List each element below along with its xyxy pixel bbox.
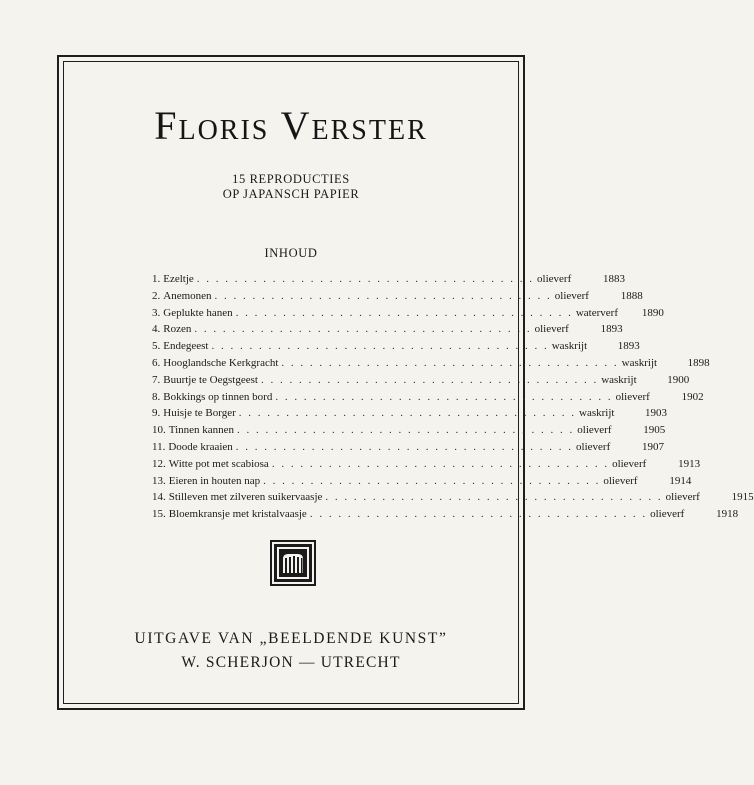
contents-title: Stilleven met zilveren suikervaasje: [168, 491, 323, 504]
contents-year: 1905: [643, 424, 666, 437]
contents-title: Geplukte hanen: [163, 306, 233, 319]
contents-row: [152, 306, 664, 324]
dot-leader: . . . . . . . . . . . . . . . . . . . . . . . . . . . . . . . . . . . .: [237, 424, 575, 437]
contents-row: [152, 474, 692, 492]
contents-title: Buurtje te Oegstgeest: [163, 373, 258, 386]
contents-number: 1.: [152, 273, 161, 285]
contents-row: [152, 373, 690, 391]
dot-leader: . . . . . . . . . . . . . . . . . . . . . . . . . . . . . . . . . . . .: [281, 356, 619, 369]
contents-row: [152, 457, 701, 475]
contents-medium: olieverf: [650, 508, 685, 521]
dot-leader: . . . . . . . . . . . . . . . . . . . . . . . . . . . . . . . . . . . .: [309, 508, 648, 521]
contents-row: [152, 340, 640, 357]
contents-row: [152, 323, 623, 340]
contents-medium: waskrijt: [601, 373, 637, 386]
contents-number: 14.: [152, 491, 166, 504]
contents-medium: olieverf: [615, 390, 650, 403]
contents-medium: olieverf: [665, 491, 700, 504]
contents-row: [152, 273, 626, 290]
dot-leader: . . . . . . . . . . . . . . . . . . . . . . . . . . . . . . . . . . . .: [271, 457, 610, 470]
contents-title: Hooglandsche Kerkgracht: [163, 356, 279, 369]
dot-leader: . . . . . . . . . . . . . . . . . . . . . . . . . . . . . . . . . . . .: [260, 373, 599, 386]
contents-number: 7.: [152, 373, 161, 386]
contents-row: [152, 491, 754, 508]
contents-medium: olieverf: [534, 323, 569, 336]
publisher-line-1: UITGAVE VAN „BEELDENDE KUNST”: [134, 630, 448, 647]
contents-title: Endegeest: [163, 340, 209, 353]
contents-title: Anemonen: [163, 289, 212, 302]
contents-number: 5.: [152, 340, 161, 353]
contents-number: 12.: [152, 457, 166, 470]
page-border: [57, 55, 754, 710]
subtitle-line-2: OP JAPANSCH PAPIER: [222, 187, 360, 201]
dot-leader: . . . . . . . . . . . . . . . . . . . . . . . . . . . . . . . . . . . .: [235, 440, 574, 453]
contents-number: 10.: [152, 424, 166, 437]
contents-medium: waterverf: [575, 306, 618, 319]
contents-medium: olieverf: [612, 457, 647, 470]
contents-year: 1898: [687, 356, 710, 369]
contents-title: Bokkings op tinnen bord: [163, 390, 273, 403]
dot-leader: . . . . . . . . . . . . . . . . . . . . . . . . . . . . . . . . . . . .: [238, 407, 577, 420]
contents-medium: olieverf: [577, 424, 612, 437]
contents-number: 4.: [152, 323, 161, 336]
contents-year: 1913: [678, 457, 701, 470]
contents-heading: INHOUD: [264, 246, 318, 260]
contents-year: 1893: [600, 323, 623, 336]
contents-number: 6.: [152, 356, 161, 369]
contents-title: Rozen: [163, 323, 192, 336]
page-border-inner: [63, 61, 754, 704]
contents-year: 1893: [617, 340, 640, 353]
contents-medium: waskrijt: [579, 407, 615, 420]
contents-year: 1890: [641, 306, 664, 319]
contents-medium: waskrijt: [551, 340, 588, 353]
contents-row: [152, 424, 666, 441]
dot-leader: . . . . . . . . . . . . . . . . . . . . . . . . . . . . . . . . . . . .: [214, 289, 552, 302]
dot-leader: . . . . . . . . . . . . . . . . . . . . . . . . . . . . . . . . . . . .: [211, 340, 549, 353]
contents-title: Doode kraaien: [168, 440, 233, 453]
contents-row: [152, 407, 668, 424]
contents-title: Tinnen kannen: [168, 424, 235, 437]
contents-year: 1902: [681, 390, 704, 403]
dot-leader: . . . . . . . . . . . . . . . . . . . . . . . . . . . . . . . . . . . .: [196, 273, 535, 285]
publisher-line-2: W. SCHERJON — UTRECHT: [181, 654, 401, 671]
contents-medium: olieverf: [576, 440, 611, 453]
contents-year: 1903: [645, 407, 668, 420]
dot-leader: . . . . . . . . . . . . . . . . . . . . . . . . . . . . . . . . . . . .: [235, 306, 573, 319]
contents-number: 8.: [152, 390, 161, 403]
contents-number: 11.: [152, 440, 166, 453]
contents-number: 13.: [152, 474, 166, 487]
page-title: Floris Verster: [154, 103, 428, 148]
contents-list: [152, 273, 754, 525]
dot-leader: . . . . . . . . . . . . . . . . . . . . . . . . . . . . . . . . . . . .: [325, 491, 663, 504]
contents-medium: olieverf: [554, 289, 589, 302]
contents-year: 1914: [669, 474, 692, 487]
contents-number: 3.: [152, 306, 161, 319]
contents-row: [152, 508, 739, 525]
contents-year: 1918: [716, 508, 739, 521]
dot-leader: . . . . . . . . . . . . . . . . . . . . . . . . . . . . . . . . . . . .: [275, 390, 613, 403]
contents-number: 2.: [152, 289, 161, 302]
contents-title: Huisje te Borger: [163, 407, 236, 420]
contents-title: Witte pot met scabiosa: [168, 457, 269, 470]
contents-row: [152, 289, 643, 307]
contents-medium: olieverf: [537, 273, 572, 285]
contents-year: 1900: [667, 373, 690, 386]
contents-title: Bloemkransje met kristalvaasje: [168, 508, 307, 521]
dot-leader: . . . . . . . . . . . . . . . . . . . . . . . . . . . . . . . . . . . .: [263, 474, 601, 487]
contents-row: [152, 356, 710, 374]
contents-year: 1883: [603, 273, 626, 285]
contents-year: 1915: [731, 491, 754, 504]
dot-leader: . . . . . . . . . . . . . . . . . . . . . . . . . . . . . . . . . . . .: [194, 323, 532, 336]
contents-medium: waskrijt: [621, 356, 658, 369]
contents-year: 1907: [642, 440, 665, 453]
contents-number: 9.: [152, 407, 161, 420]
contents-medium: olieverf: [603, 474, 638, 487]
contents-title: Ezeltje: [163, 273, 194, 285]
contents-row: [152, 390, 704, 408]
contents-year: 1888: [620, 289, 643, 302]
subtitle-line-1: 15 REPRODUCTIES: [232, 172, 350, 186]
contents-row: [152, 440, 665, 458]
publisher-emblem-icon: [270, 540, 316, 586]
contents-title: Eieren in houten nap: [168, 474, 261, 487]
contents-number: 15.: [152, 508, 166, 521]
